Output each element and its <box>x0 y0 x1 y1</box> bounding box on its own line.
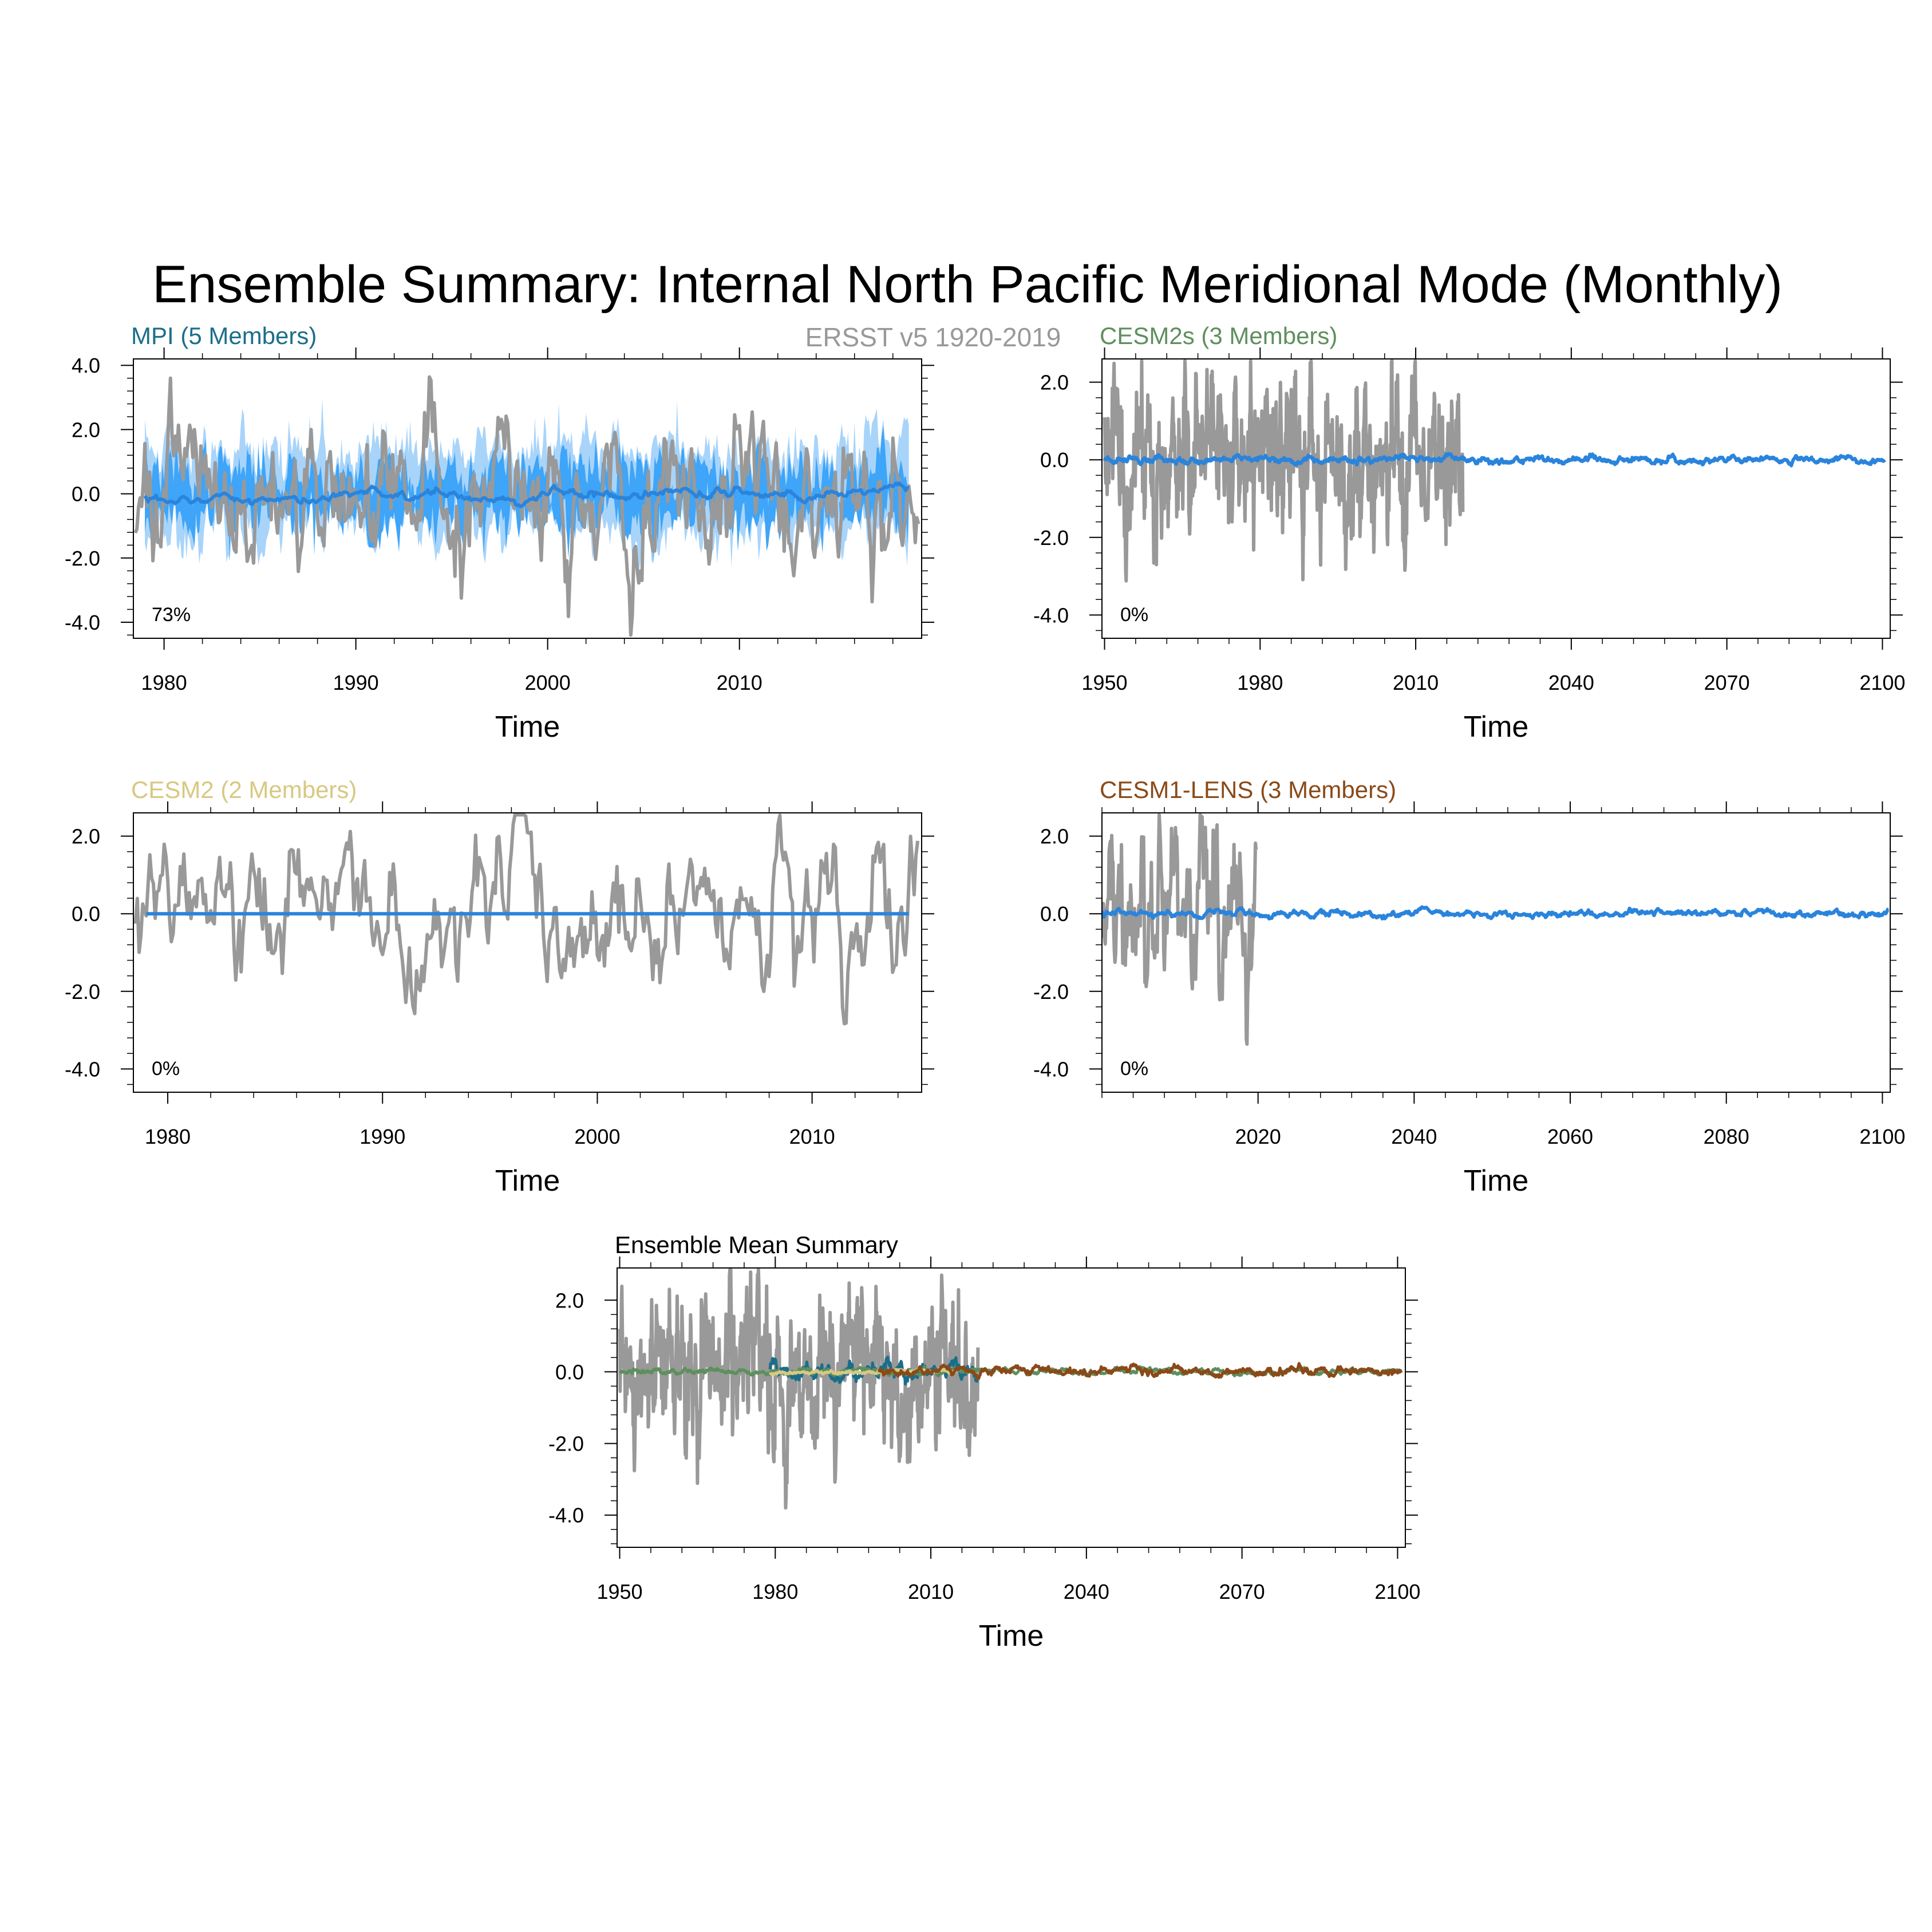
ensemble-mean-summary-xtick-label: 1980 <box>752 1580 799 1603</box>
cesm2-xtick-label: 2000 <box>574 1125 621 1148</box>
cesm2-xtick-label: 1980 <box>144 1125 191 1148</box>
mpi-ytick-label: -2.0 <box>64 546 100 570</box>
ensemble-mean-summary-ytick-label: -4.0 <box>548 1503 584 1527</box>
ensemble-mean-summary-xtick-label: 2040 <box>1063 1580 1109 1603</box>
cesm2-observations-line <box>136 815 918 1024</box>
cesm2-xtick-label: 2010 <box>789 1125 835 1148</box>
cesm2s-xtick-label: 1980 <box>1237 671 1283 694</box>
ensemble-mean-summary-panel <box>548 1231 1421 1653</box>
cesm1-lens-plot-area <box>1102 815 1888 1044</box>
cesm2s-xtick-label: 2010 <box>1393 671 1439 694</box>
ensemble-mean-summary-xlabel: Time <box>978 1619 1044 1653</box>
cesm1-lens-xtick-label: 2060 <box>1547 1125 1594 1148</box>
ensemble-mean-summary-xtick-label: 2010 <box>908 1580 954 1603</box>
cesm2s-ytick-label: -4.0 <box>1033 603 1069 627</box>
cesm2s-xtick-label: 1950 <box>1081 671 1128 694</box>
mpi-plot-area <box>135 377 918 635</box>
cesm1-lens-xtick-label: 2100 <box>1859 1125 1906 1148</box>
mpi-xtick-label: 2000 <box>524 671 571 694</box>
mpi-ytick-label: 2.0 <box>71 418 100 442</box>
cesm2-title: CESM2 (2 Members) <box>131 776 357 803</box>
figure-subtitle: ERSST v5 1920-2019 <box>805 322 1061 352</box>
mpi-title: MPI (5 Members) <box>131 322 317 349</box>
mpi-xtick-label: 1990 <box>333 671 379 694</box>
cesm2s-xtick-label: 2100 <box>1859 671 1906 694</box>
mpi-xtick-label: 1980 <box>141 671 187 694</box>
cesm1-lens-xtick-label: 2020 <box>1235 1125 1281 1148</box>
figure-title: Ensemble Summary: Internal North Pacific Meridional Mode (Monthly) <box>152 255 1783 314</box>
cesm2s-xtick-label: 2070 <box>1704 671 1750 694</box>
cesm2-ytick-label: 2.0 <box>71 824 100 848</box>
cesm1-lens-panel <box>1033 776 1905 1198</box>
ensemble-mean-summary-ytick-label: 2.0 <box>555 1289 584 1313</box>
cesm1-lens-xtick-label: 2080 <box>1703 1125 1749 1148</box>
mpi-panel <box>65 322 934 744</box>
mpi-xlabel: Time <box>495 710 560 744</box>
ensemble-mean-summary-xtick-label: 2070 <box>1219 1580 1265 1603</box>
cesm2s-title: CESM2s (3 Members) <box>1100 322 1338 349</box>
cesm1-lens-xlabel: Time <box>1463 1164 1529 1198</box>
cesm2-plot-area <box>136 815 918 1024</box>
panels-container <box>65 322 1906 1653</box>
cesm1-lens-ytick-label: -2.0 <box>1033 979 1069 1003</box>
cesm2-ytick-label: -2.0 <box>64 979 100 1003</box>
mpi-ytick-label: -4.0 <box>64 610 100 634</box>
cesm2s-ytick-label: -2.0 <box>1033 526 1069 550</box>
cesm2s-ytick-label: 2.0 <box>1040 370 1069 394</box>
ensemble-mean-summary-xtick-label: 1950 <box>596 1580 643 1603</box>
cesm2-xtick-label: 1990 <box>359 1125 406 1148</box>
cesm2-annotation: 0% <box>152 1058 180 1080</box>
ensemble-mean-summary-plot-area <box>620 1270 1402 1508</box>
mpi-annotation: 73% <box>152 604 191 626</box>
ensemble-mean-summary-title: Ensemble Mean Summary <box>615 1231 898 1258</box>
cesm2s-panel <box>1033 322 1906 744</box>
cesm1-lens-title: CESM1-LENS (3 Members) <box>1100 776 1397 803</box>
ensemble-mean-summary-xtick-label: 2100 <box>1374 1580 1421 1603</box>
ensemble-mean-summary-observations-line <box>620 1270 978 1508</box>
cesm2s-xtick-label: 2040 <box>1548 671 1594 694</box>
cesm2s-annotation: 0% <box>1120 604 1149 626</box>
mpi-ytick-label: 4.0 <box>71 354 100 378</box>
ensemble-mean-summary-ytick-label: -2.0 <box>548 1432 584 1456</box>
cesm1-lens-annotation: 0% <box>1120 1058 1149 1080</box>
cesm1-lens-ytick-label: -4.0 <box>1033 1057 1069 1081</box>
cesm2s-observations-line <box>1105 361 1463 580</box>
cesm1-lens-ytick-label: 2.0 <box>1040 824 1069 848</box>
cesm2-panel <box>65 776 934 1198</box>
cesm2s-plot-area <box>1105 361 1885 580</box>
cesm1-lens-xtick-label: 2040 <box>1391 1125 1437 1148</box>
cesm1-lens-observations-line <box>1102 815 1256 1044</box>
cesm2-xlabel: Time <box>495 1164 560 1198</box>
cesm1-lens-ytick-label: 0.0 <box>1040 902 1069 926</box>
cesm2-ytick-label: 0.0 <box>71 902 100 926</box>
ensemble-mean-summary-ytick-label: 0.0 <box>555 1360 584 1384</box>
cesm2s-xlabel: Time <box>1463 710 1529 744</box>
mpi-xtick-label: 2010 <box>716 671 762 694</box>
cesm2-ytick-label: -4.0 <box>64 1057 100 1081</box>
mpi-ytick-label: 0.0 <box>71 482 100 506</box>
cesm2s-ytick-label: 0.0 <box>1040 448 1069 472</box>
